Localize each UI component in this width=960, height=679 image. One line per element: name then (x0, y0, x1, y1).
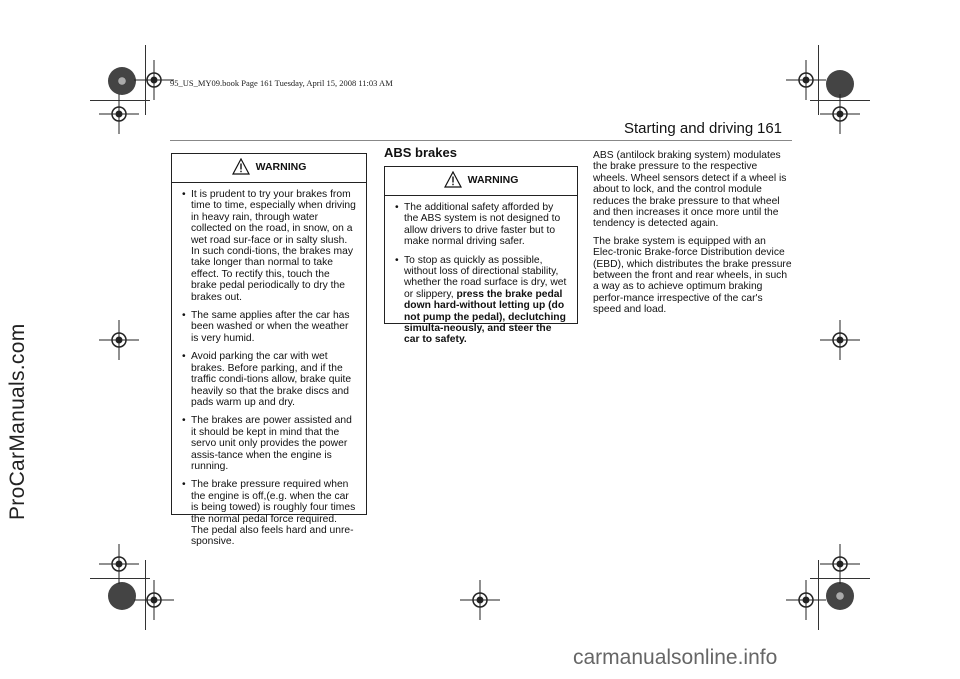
warning-box-brakes (171, 153, 367, 548)
warning-item (395, 255, 567, 346)
registration-mark-icon (99, 544, 139, 584)
registration-mark-icon (460, 580, 500, 620)
warning-header (172, 154, 366, 183)
warning-item-emphasis: press the brake pedal down hard-without letting up (do not pump the pedal), declutching simulta-neously, and steer the car to safety. (404, 288, 566, 346)
warning-box-abs (384, 166, 578, 346)
side-watermark: ProCarManuals.com (6, 323, 29, 520)
abs-heading: ABS brakes (384, 145, 457, 160)
registration-mark-icon (99, 320, 139, 360)
warning-item: • The additional safety afforded by the ABS system is not designed to allow drivers to drive faster but to make normal driving safer. (395, 202, 567, 248)
warning-item: • The brake pressure required when the engine is off,(e.g. when the car is being towed) is roughly four times the normal pedal force required. The pedal also feels hard and unre-sponsive. (182, 479, 356, 547)
body-paragraph: The brake system is equipped with an Elec-tronic Brake-force Distribution device (EBD), which distributes the brake pressure between the front and rear wheels, in such a way as to achieve optimum braking perfor-mance irrespective of the car's speed and load. (593, 235, 792, 316)
body-paragraph: ABS (antilock braking system) modulates the brake pressure to the respective wheels. Wheel sensors detect if a wheel is about to lock, and the control module reduces the brake pressure to that wheel and then increases it once more until the tendency is detected again. (593, 150, 787, 230)
page-number: 161 (757, 120, 783, 137)
warning-list (385, 196, 577, 346)
registration-mark-icon (134, 60, 174, 100)
warning-item: • The brakes are power assisted and it should be kept in mind that the servo unit only provides the power assis-tance when the engine is running. (182, 415, 356, 472)
footer-watermark: carmanualsonline.info (573, 646, 778, 669)
warning-label: WARNING (255, 161, 307, 174)
warning-item-text: To stop as quickly as possible, without loss of directional stability, whether the road surface is dry, wet or slippery, (404, 254, 567, 300)
registration-mark-icon (820, 320, 860, 360)
registration-dot-icon (826, 582, 854, 610)
header-rule (170, 140, 792, 141)
warning-item: • It is prudent to try your brakes from time to time, especially when driving in heavy rain, through water collected on the road, in snow, on a wet road sur-face or in salty slush. In such condi-tions, the brakes may take longer than normal to take effect. To rectify this, touch the brake pedal periodically to dry the brakes out. (182, 189, 356, 303)
registration-mark-icon (820, 544, 860, 584)
warning-item: • Avoid parking the car with wet brakes. Before parking, and if the traffic condi-tions allow, brake quite heavily so that the brake discs and pads warm up and dry. (182, 351, 356, 408)
warning-list (172, 183, 366, 548)
registration-mark-icon (786, 580, 826, 620)
registration-mark-icon (134, 580, 174, 620)
registration-dot-icon (108, 67, 136, 95)
warning-label: WARNING (467, 174, 519, 187)
registration-mark-icon (820, 94, 860, 134)
abs-description (593, 150, 792, 322)
warning-header (385, 167, 577, 196)
warning-triangle-icon (444, 171, 462, 191)
print-stamp: 95_US_MY09.book Page 161 Tuesday, April 15, 2008 11:03 AM (170, 78, 393, 88)
registration-dot-icon (108, 582, 136, 610)
section-title: Starting and driving (624, 120, 754, 137)
warning-triangle-icon (232, 158, 250, 178)
warning-item: • The same applies after the car has been washed or when the weather is very humid. (182, 310, 356, 344)
registration-mark-icon (99, 94, 139, 134)
